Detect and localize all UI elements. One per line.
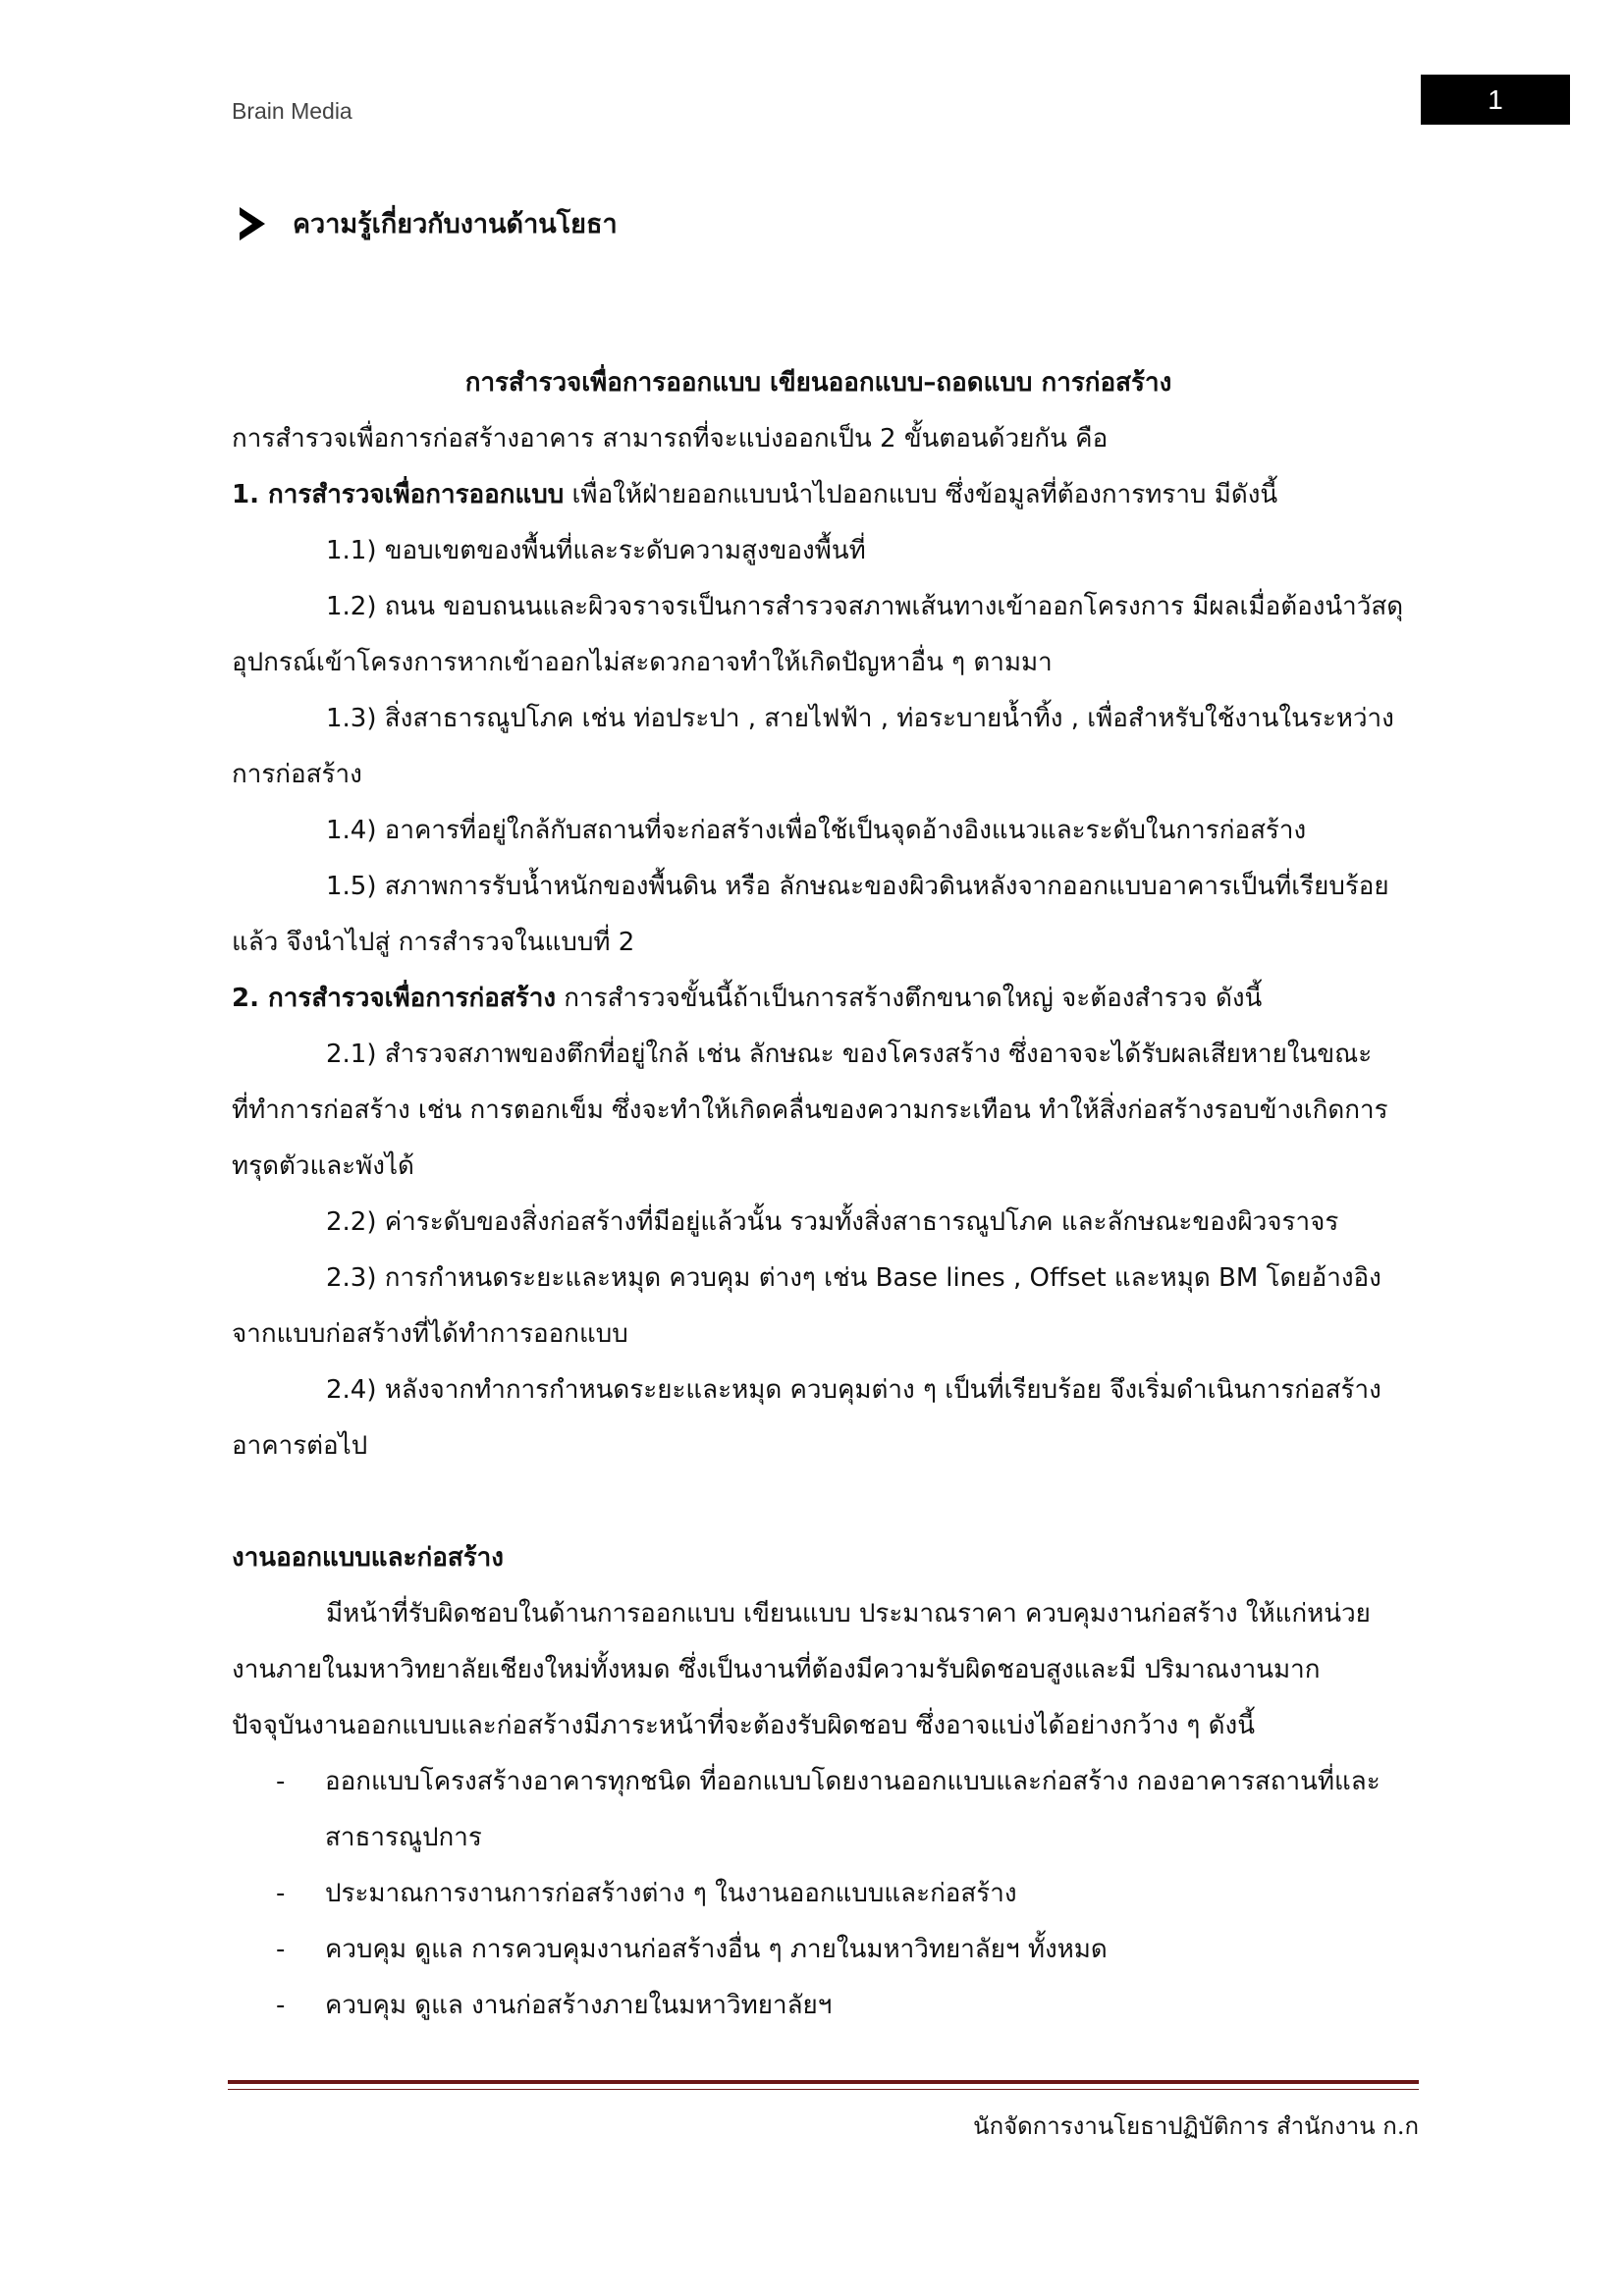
part1-paragraph: [232, 467, 1405, 523]
section-title-text: ความรู้เกี่ยวกับงานด้านโยธา: [293, 209, 618, 240]
list-item-text: ออกแบบโครงสร้างอาคารทุกชนิด ที่ออกแบบโดยงานออกแบบและก่อสร้าง กองอาคารสถานที่และสาธารณูปการ: [325, 1767, 1380, 1852]
list-item: [232, 1978, 1405, 2034]
part1-item: 1.2) ถนน ขอบถนนและผิวจราจรเป็นการสำรวจสภาพเส้นทางเข้าออกโครงการ มีผลเมื่อต้องนำวัสดุอุปกรณ์เข้าโครงการหากเข้าออกไม่สะดวกอาจทำให้เกิดปัญหาอื่น ๆ ตามมา: [232, 592, 1404, 677]
footer-text: นักจัดการงานโยธาปฏิบัติการ สำนักงาน ก.ก: [973, 2112, 1419, 2140]
part1-title: 1. การสำรวจเพื่อการออกแบบ: [232, 480, 565, 509]
list-item: [232, 1754, 1405, 1866]
list-item-text: ประมาณการงานการก่อสร้างต่าง ๆ ในงานออกแบบและก่อสร้าง: [325, 1879, 1017, 1908]
document-heading: การสำรวจเพื่อการออกแบบ เขียนออกแบบ–ถอดแบบ การก่อสร้าง: [464, 368, 1172, 398]
part2-item: 2.2) ค่าระดับของสิ่งก่อสร้างที่มีอยู่แล้วนั้น รวมทั้งสิ่งสาธารณูปโภค และลักษณะของผิวจราจร: [326, 1207, 1339, 1237]
part1-item: 1.3) สิ่งสาธารณูปโภค เช่น ท่อประปา , สายไฟฟ้า , ท่อระบายน้ำทิ้ง , เพื่อสำหรับใช้งานในระหว่างการก่อสร้าง: [232, 704, 1394, 789]
dash-bullet: -: [276, 1935, 286, 1964]
list-item: [232, 1866, 1405, 1922]
footer-rule-thin: [228, 2089, 1419, 2090]
part2-title: 2. การสำรวจเพื่อการก่อสร้าง: [232, 984, 557, 1013]
list-item-text: ควบคุม ดูแล งานก่อสร้างภายในมหาวิทยาลัยฯ: [325, 1991, 833, 2020]
intro-paragraph: การสำรวจเพื่อการก่อสร้างอาคาร สามารถที่จะแบ่งออกเป็น 2 ขั้นตอนด้วยกัน คือ: [232, 424, 1109, 454]
list-item-text: ควบคุม ดูแล การควบคุมงานก่อสร้างอื่น ๆ ภายในมหาวิทยาลัยฯ ทั้งหมด: [325, 1935, 1108, 1964]
document-body: [232, 355, 1405, 2034]
page-number-badge: 1: [1421, 75, 1570, 125]
part2-paragraph: [232, 971, 1405, 1027]
dash-bullet: -: [276, 1991, 286, 2020]
part1-item: 1.5) สภาพการรับน้ำหนักของพื้นดิน หรือ ลักษณะของผิวดินหลังจากออกแบบอาคารเป็นที่เรียบร้อยแล้ว จึงนำไปสู่ การสำรวจในแบบที่ 2: [232, 872, 1389, 957]
design-section-paragraph: มีหน้าที่รับผิดชอบในด้านการออกแบบ เขียนแบบ ประมาณราคา ควบคุมงานก่อสร้าง ให้แก่หน่วยงานภายในมหาวิทยาลัยเชียงใหม่ทั้งหมด ซึ่งเป็นงานที่ต้องมีความรับผิดชอบสูงและมี ปริมาณงานมาก ปัจจุบันงานออกแบบและก่อสร้างมีภาระหน้าที่จะต้องรับผิดชอบ ซึ่งอาจแบ่งได้อย่างกว้าง ๆ ดังนี้: [232, 1599, 1371, 1740]
footer-rule-thick: [228, 2080, 1419, 2084]
list-item: [232, 1922, 1405, 1978]
part2-item: 2.4) หลังจากทำการกำหนดระยะและหมุด ควบคุมต่าง ๆ เป็นที่เรียบร้อย จึงเริ่มดำเนินการก่อสร้างอาคารต่อไป: [232, 1375, 1381, 1461]
dash-bullet: -: [276, 1767, 286, 1796]
part1-item: 1.4) อาคารที่อยู่ใกล้กับสถานที่จะก่อสร้างเพื่อใช้เป็นจุดอ้างอิงแนวและระดับในการก่อสร้าง: [326, 816, 1307, 845]
part1-item: 1.1) ขอบเขตของพื้นที่และระดับความสูงของพื้นที่: [326, 536, 866, 565]
part2-item: 2.1) สำรวจสภาพของตึกที่อยู่ใกล้ เช่น ลักษณะ ของโครงสร้าง ซึ่งอาจจะได้รับผลเสียหายในขณะที่ทำการก่อสร้าง เช่น การตอกเข็ม ซึ่งจะทำให้เกิดคลื่นของความกระเทือน ทำให้สิ่งก่อสร้างรอบข้างเกิดการทรุดตัวและพังได้: [232, 1040, 1388, 1181]
part1-text: เพื่อให้ฝ่ายออกแบบนำไปออกแบบ ซึ่งข้อมูลที่ต้องการทราบ มีดังนี้: [564, 480, 1278, 509]
design-section-title: งานออกแบบและก่อสร้าง: [232, 1543, 504, 1573]
part2-item: 2.3) การกำหนดระยะและหมุด ควบคุม ต่างๆ เช่น Base lines , Offset และหมุด BM โดยอ้างอิงจากแบบก่อสร้างที่ได้ทำการออกแบบ: [232, 1263, 1381, 1349]
arrow-bullet-icon: [240, 207, 265, 240]
part2-text: การสำรวจขั้นนี้ถ้าเป็นการสร้างตึกขนาดใหญ่ จะต้องสำรวจ ดังนี้: [556, 984, 1263, 1013]
section-title: [240, 202, 618, 244]
header-brand: Brain Media: [232, 98, 352, 124]
dash-bullet: -: [276, 1879, 286, 1908]
spacer: [232, 1474, 1405, 1530]
